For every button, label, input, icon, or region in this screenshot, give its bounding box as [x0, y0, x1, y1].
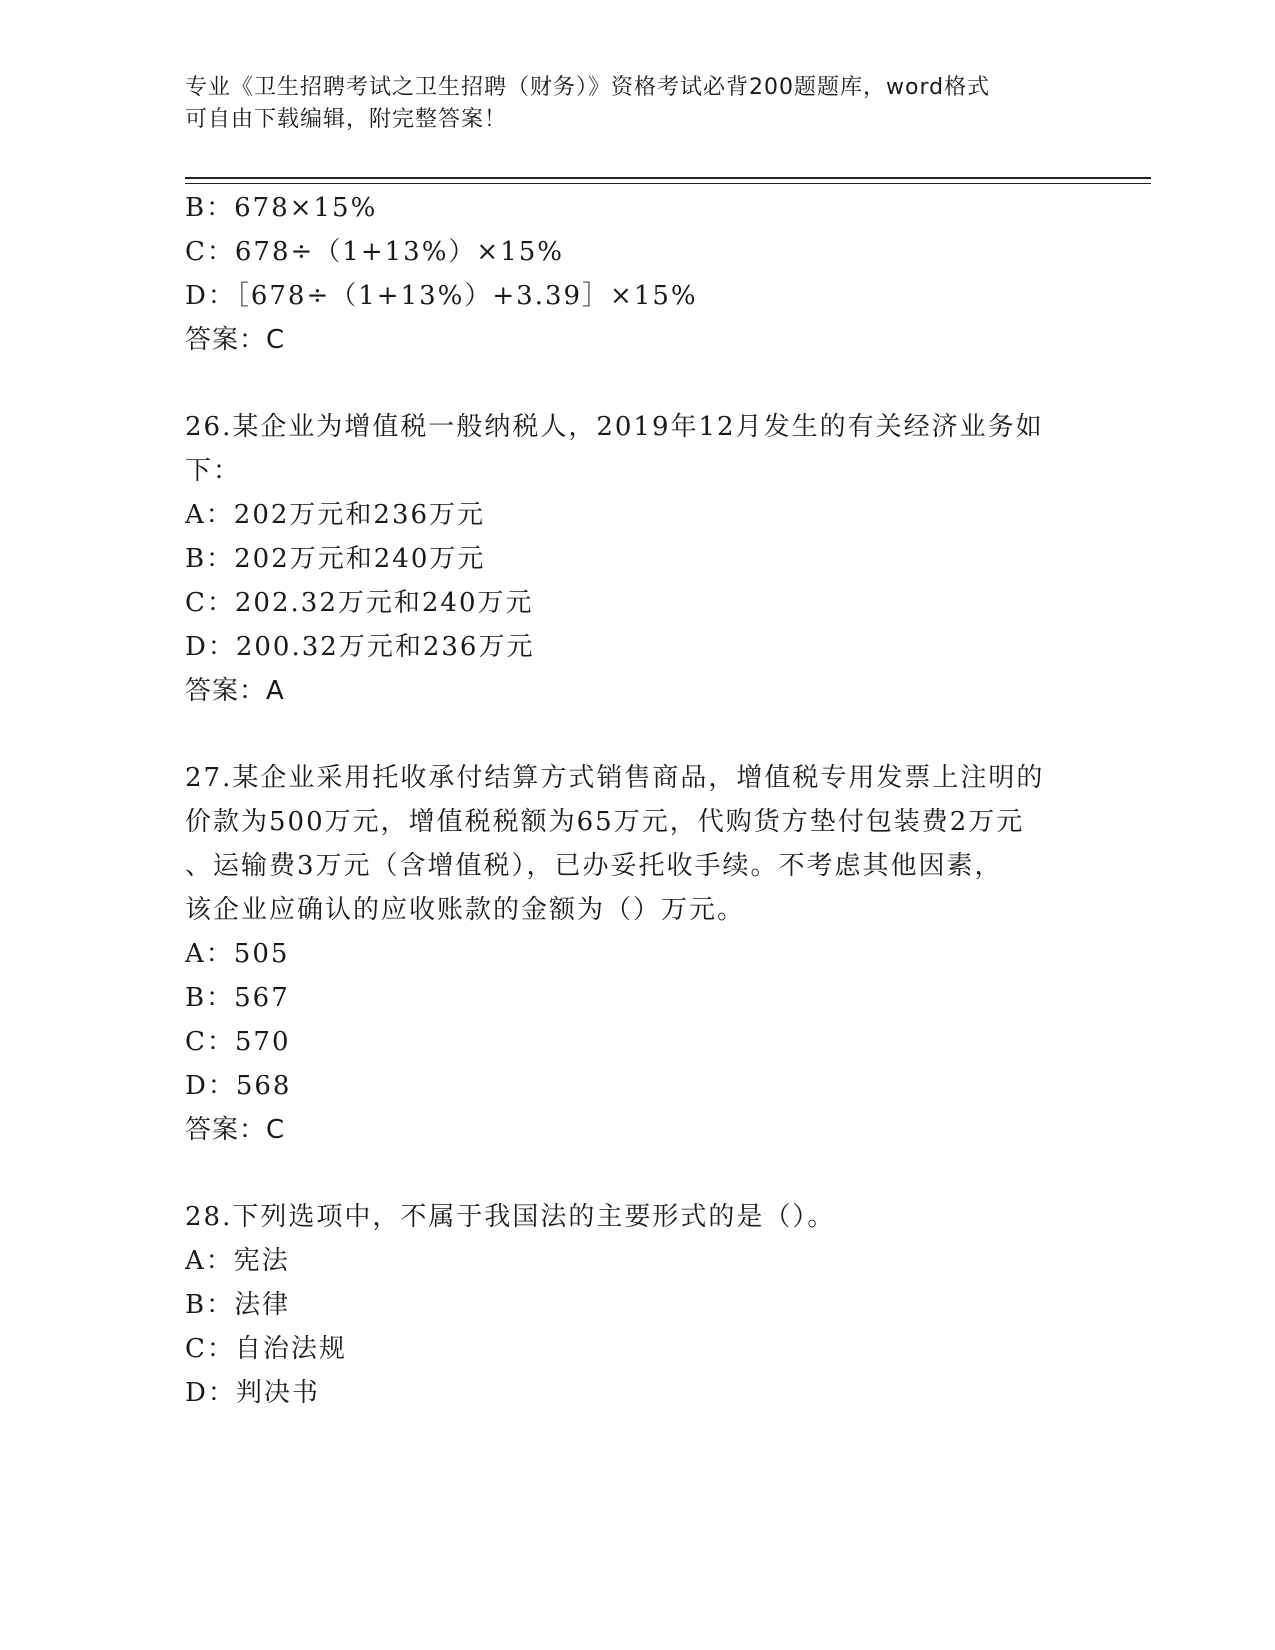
- q25-option-b: B：678×15%: [185, 193, 378, 223]
- header-divider-thick: [185, 177, 1151, 179]
- q28-stem-line-1: 28.下列选项中，不属于我国法的主要形式的是（）。: [185, 1202, 836, 1232]
- header-divider-thin: [185, 183, 1151, 184]
- q26-stem-line-2: 下：: [185, 456, 242, 486]
- q27-option-b: B：567: [185, 983, 290, 1013]
- q28-option-d: D：判决书: [185, 1378, 320, 1408]
- q28-option-b: B：法律: [185, 1290, 291, 1320]
- q27-stem-line-4: 该企业应确认的应收账款的金额为（）万元。: [185, 895, 746, 925]
- q27-answer: 答案：C: [185, 1115, 286, 1145]
- q27-option-d: D：568: [185, 1071, 292, 1101]
- q25-option-d: D：［678÷（1+13%）+3.39］×15%: [185, 281, 698, 311]
- q26-option-c: C：202.32万元和240万元: [185, 588, 534, 618]
- q27-option-a: A：505: [185, 939, 290, 969]
- q27-option-c: C：570: [185, 1027, 291, 1057]
- q28-option-a: A：宪法: [185, 1246, 290, 1276]
- q26-stem-line-1: 26.某企业为增值税一般纳税人，2019年12月发生的有关经济业务如: [185, 412, 1044, 442]
- q26-option-b: B：202万元和240万元: [185, 544, 486, 574]
- header-line-1: 专业《卫生招聘考试之卫生招聘（财务）》资格考试必背200题题库，word格式: [185, 75, 991, 100]
- q26-option-d: D：200.32万元和236万元: [185, 632, 535, 662]
- q26-option-a: A：202万元和236万元: [185, 500, 486, 530]
- q27-stem-line-2: 价款为500万元，增值税税额为65万元，代购货方垫付包装费2万元: [185, 807, 1025, 837]
- header-line-2: 可自由下载编辑，附完整答案！: [185, 107, 508, 132]
- q26-answer: 答案：A: [185, 676, 285, 706]
- q25-answer: 答案：C: [185, 325, 286, 355]
- q27-stem-line-1: 27.某企业采用托收承付结算方式销售商品，增值税专用发票上注明的: [185, 763, 1045, 793]
- q25-option-c: C：678÷（1+13%）×15%: [185, 237, 564, 267]
- q28-option-c: C：自治法规: [185, 1334, 347, 1364]
- q27-stem-line-3: 、运输费3万元（含增值税），已办妥托收手续。不考虑其他因素，: [185, 851, 1003, 881]
- document-header: [185, 72, 1065, 136]
